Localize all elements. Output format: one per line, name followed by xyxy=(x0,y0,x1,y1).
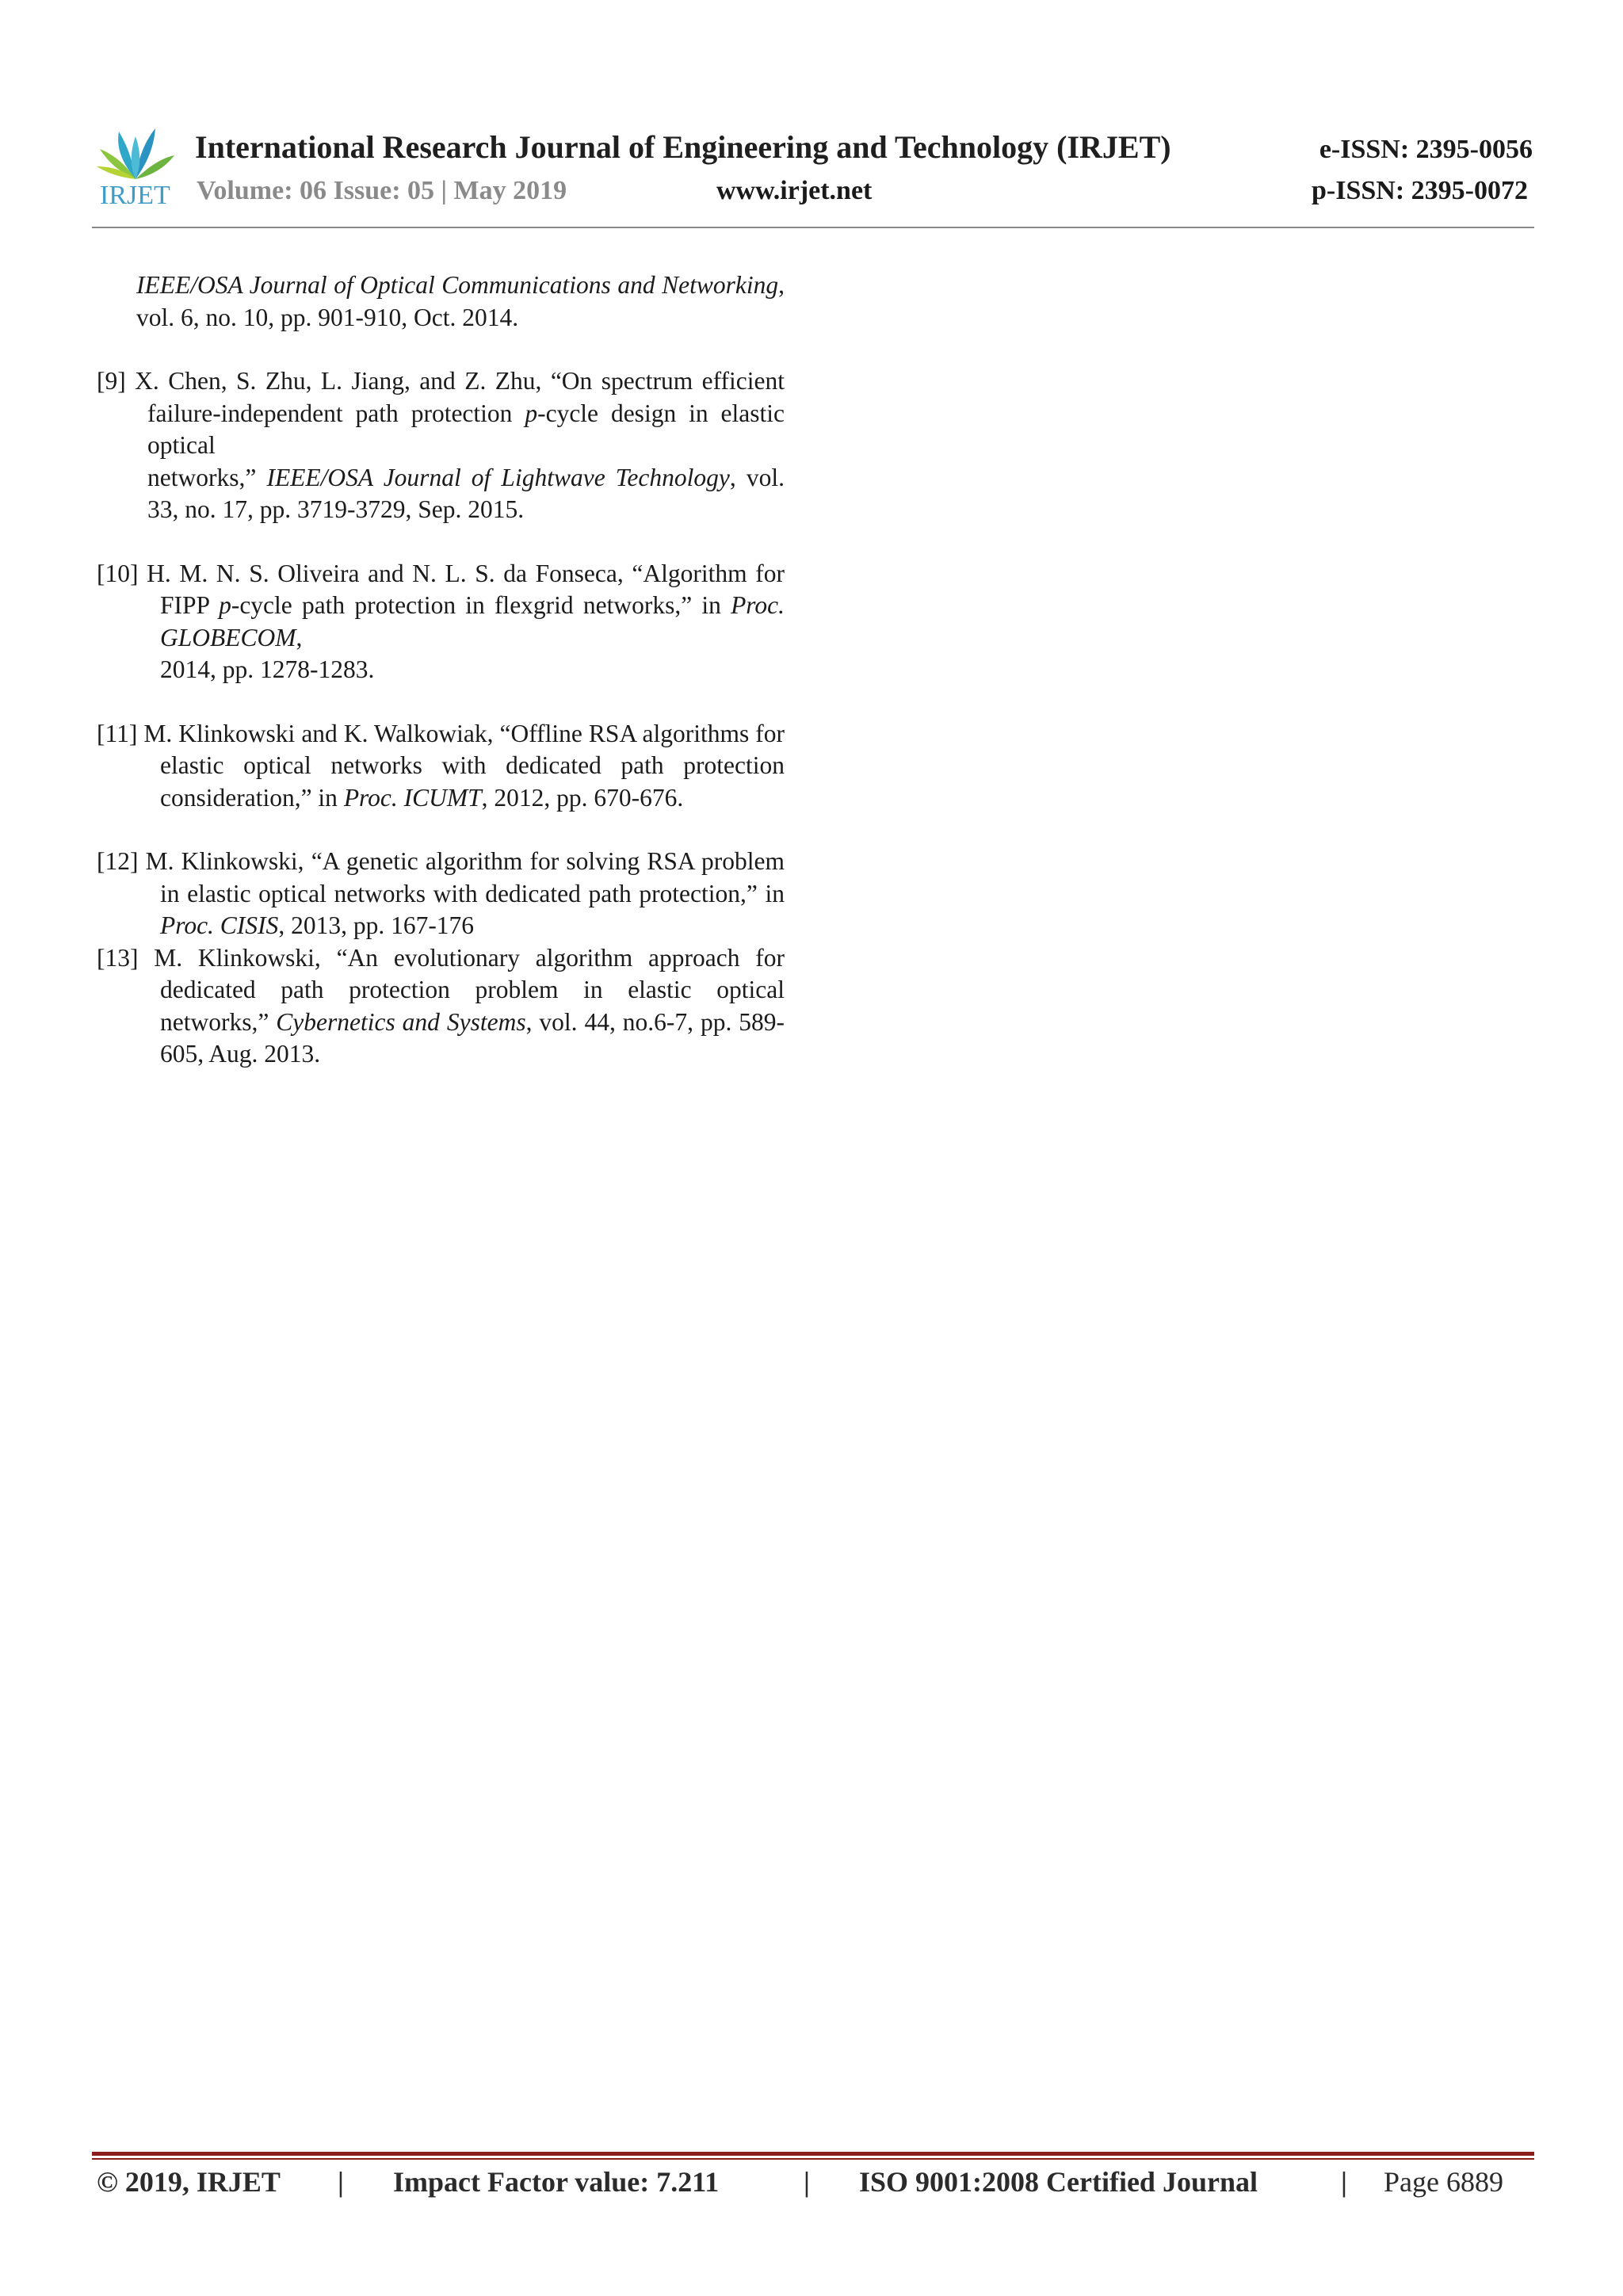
reference-10: [10] H. M. N. S. Oliveira and N. L. S. da Fonseca, “Algorithm for FIPP p-cycle path protection in flexgrid networks,” in Proc. GLOBECOM, 2014, pp. 1278-1283. xyxy=(97,559,785,683)
reference-13: [13] M. Klinkowski, “An evolutionary algorithm approach for dedicated path protection problem in elastic optical networks,” Cybernetics and Systems, vol. 44, no.6-7, pp. 589-605, Aug. 2013. xyxy=(97,943,785,1068)
page-header xyxy=(92,117,1533,228)
footer-separator: | xyxy=(1341,2166,1347,2198)
footer-separator: | xyxy=(338,2166,344,2198)
reference-8-continued: IEEE/OSA Journal of Optical Communications and Networking, vol. 6, no. 10, pp. 901-910, Oct. 2014. xyxy=(136,271,785,331)
footer-page-number: Page 6889 xyxy=(1384,2166,1503,2198)
website-link[interactable]: www.irjet.net xyxy=(716,176,873,205)
footer-rule-thick xyxy=(92,2152,1534,2156)
reference-12: [12] M. Klinkowski, “A genetic algorithm for solving RSA problem in elastic optical networks with dedicated path protection,” in Proc. CISIS, 2013, pp. 167-176 xyxy=(97,847,785,939)
reference-9: [9] X. Chen, S. Zhu, L. Jiang, and Z. Zhu, “On spectrum efficient failure-independent path protection p-cycle design in elastic optical networks,” IEEE/OSA Journal of Lightwave Technology, vol. 33, no. 17, pp. 3719-3729, Sep. 2015. xyxy=(97,367,785,523)
reference-11: [11] M. Klinkowski and K. Walkowiak, “Offline RSA algorithms for elastic optical networks with dedicated path protection consideration,” in Proc. ICUMT, 2012, pp. 670-676. xyxy=(97,719,785,812)
references-column xyxy=(97,269,785,1071)
footer-iso: ISO 9001:2008 Certified Journal xyxy=(859,2166,1258,2198)
e-issn: e-ISSN: 2395-0056 xyxy=(1319,135,1533,164)
footer-separator: | xyxy=(804,2166,810,2198)
footer-copyright: © 2019, IRJET xyxy=(97,2166,281,2198)
page-footer xyxy=(97,2165,1531,2203)
header-divider xyxy=(92,227,1534,228)
logo-text: IRJET xyxy=(100,181,170,210)
journal-title: International Research Journal of Engineering and Technology (IRJET) xyxy=(195,129,1171,165)
p-issn: p-ISSN: 2395-0072 xyxy=(1312,176,1528,205)
footer-rule-thin xyxy=(92,2158,1534,2160)
volume-issue: Volume: 06 Issue: 05 | May 2019 xyxy=(197,176,567,205)
footer-impact-factor: Impact Factor value: 7.211 xyxy=(393,2166,720,2198)
